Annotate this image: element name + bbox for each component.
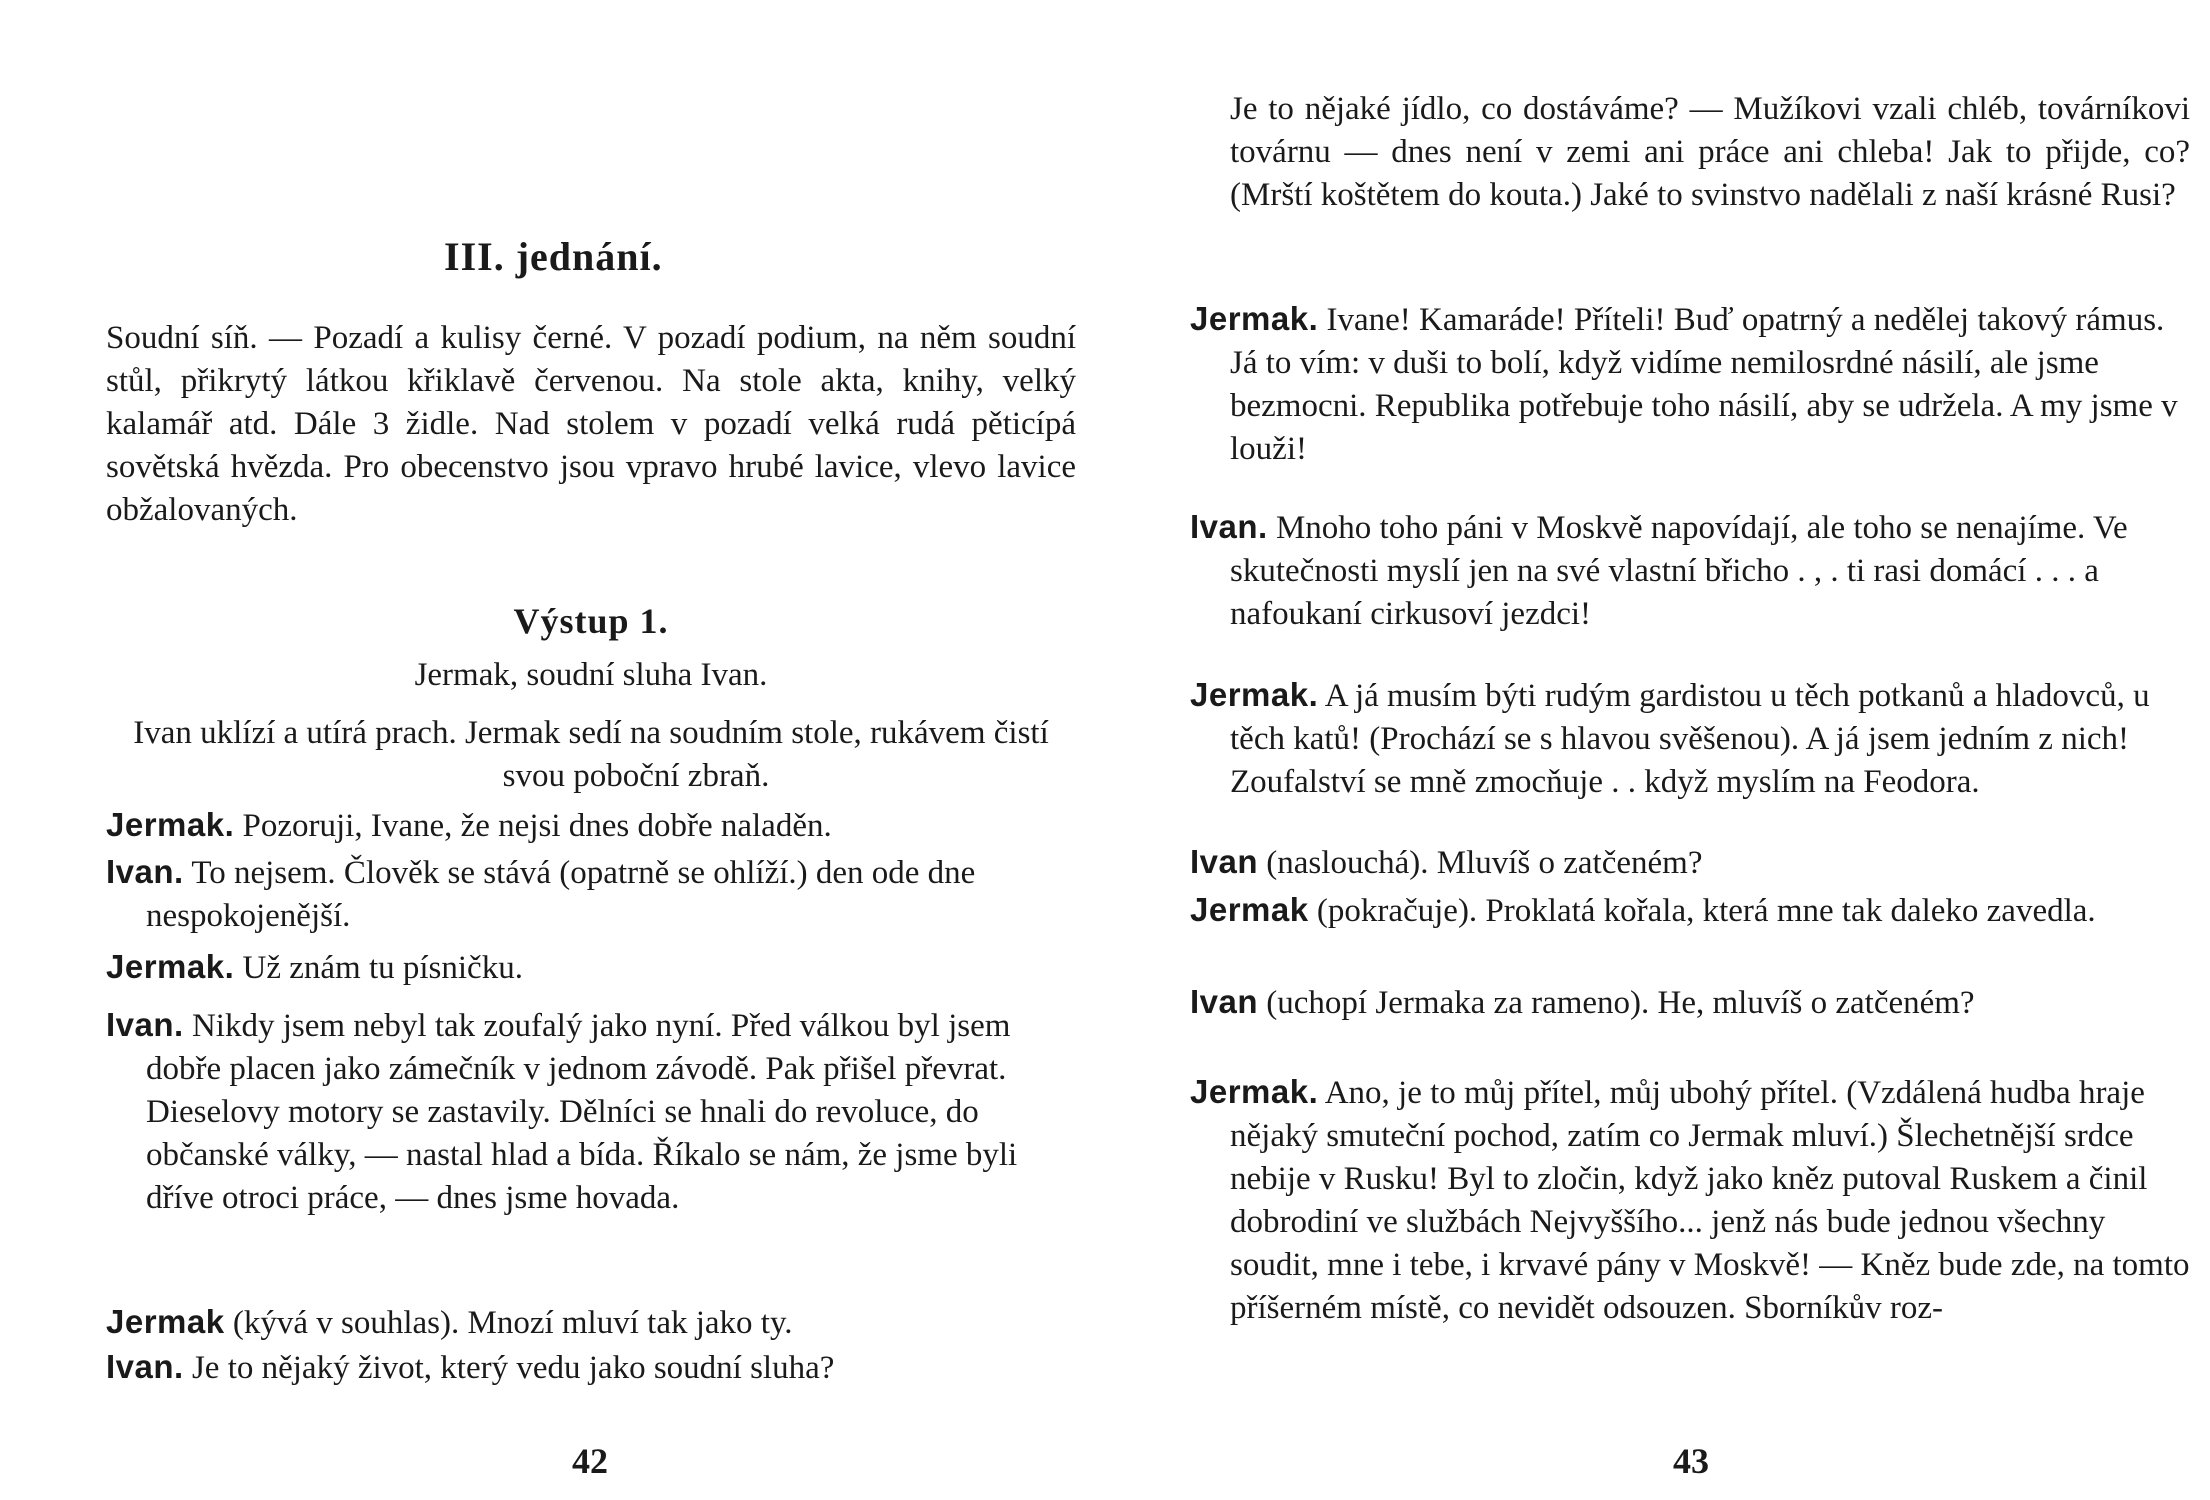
speaker-name: Jermak. — [106, 948, 235, 985]
line-text: Pozoruji, Ivane, že nejsi dnes dobře naladěn. — [234, 808, 832, 844]
speaker-name: Ivan. — [106, 853, 184, 890]
speaker-name: Ivan — [1190, 843, 1259, 880]
speaker-name: Jermak. — [1190, 676, 1319, 713]
line-text: (uchopí Jermaka za rameno). He, mluvíš o zatčeném? — [1258, 985, 1975, 1021]
dialogue-line — [1190, 888, 2190, 933]
scene-title: Výstup 1. — [513, 601, 669, 641]
scene-direction: Ivan uklízí a utírá prach. Jermak sedí na soudním stole, rukávem čistí svou poboční zbraň. — [133, 715, 1049, 794]
line-text: (kývá v souhlas). Mnozí mluví tak jako ty. — [224, 1305, 793, 1341]
act-title: III. jednání. — [444, 234, 663, 279]
dialogue-line — [106, 945, 1076, 990]
speaker-name: Ivan. — [1190, 508, 1268, 545]
dialogue-line — [1190, 980, 2190, 1025]
line-text: To nejsem. Člověk se stává (opatrně se ohlíží.) den ode dne nespokojenější. — [146, 855, 976, 934]
dialogue-line — [106, 850, 1076, 938]
speaker-name: Jermak. — [1190, 300, 1319, 337]
line-text: Už znám tu písničku. — [234, 950, 523, 986]
dialogue-line — [1190, 840, 2190, 885]
stage-direction: Soudní síň. — Pozadí a kulisy černé. V pozadí podium, na něm soudní stůl, přikrytý látkou křiklavě červenou. Na stole akta, knihy, velký kalamář atd. Dále 3 židle. Nad stolem v pozadí velká rudá pěticípá sovětská hvězda. Pro obecenstvo jsou vpravo hrubé lavice, vlevo lavice obžalovaných. — [106, 320, 1076, 528]
page-number: 43 — [1673, 1441, 1709, 1481]
line-text: Mnoho toho páni v Moskvě napovídají, ale toho se nenajíme. Ve skutečnosti myslí jen na své vlastní břicho . , . ti rasi domácí . . . a nafoukaní cirkusoví jezdci! — [1230, 510, 2128, 632]
dialogue-line — [1190, 297, 2190, 471]
dialogue-line — [106, 1345, 1076, 1390]
speaker-name: Ivan. — [106, 1348, 184, 1385]
dialogue-line — [1190, 1070, 2190, 1330]
dialogue-line — [106, 803, 1076, 848]
speaker-name: Jermak. — [106, 806, 235, 843]
scene-cast: Jermak, soudní sluha Ivan. — [414, 657, 768, 693]
line-text: (naslouchá). Mluvíš o zatčeném? — [1258, 845, 1703, 881]
speaker-name: Jermak — [106, 1303, 225, 1340]
line-text: Je to nějaký život, který vedu jako soudní sluha? — [183, 1350, 835, 1386]
dialogue-line — [106, 1300, 1076, 1345]
line-text: A já musím býti rudým gardistou u těch potkanů a hladovců, u těch katů! (Prochází se s hlavou svěšenou). A já jsem jedním z nich! Zoufalství se mně zmocňuje . . když myslím na Feodora. — [1230, 678, 2150, 800]
speaker-name: Jermak. — [1190, 1073, 1319, 1110]
line-text: (pokračuje). Proklatá kořala, která mne tak daleko zavedla. — [1308, 893, 2096, 929]
dialogue-line — [106, 1003, 1076, 1220]
continuation-text: Je to nějaké jídlo, co dostáváme? — Mužíkovi vzali chléb, továrníkovi továrnu — dnes není v zemi ani práce ani chleba! Jak to přijde, co? (Mrští koštětem do kouta.) Jaké to svinstvo nadělali z naší krásné Rusi? — [1230, 91, 2190, 213]
dialogue-line — [1190, 673, 2190, 804]
page-number: 42 — [572, 1441, 608, 1481]
line-text: Ivane! Kamaráde! Příteli! Buď opatrný a nedělej takový rámus. Já to vím: v duši to bolí, když vidíme nemilosrdné násilí, ale jsme bezmocni. Republika potřebuje toho násilí, aby se udržela. A my jsme v louži! — [1230, 302, 2178, 467]
line-text: Nikdy jsem nebyl tak zoufalý jako nyní. Před válkou byl jsem dobře placen jako zámečník v jednom závodě. Pak přišel převrat. Dieselovy motory se zastavily. Dělníci se hnali do revoluce, do občanské války, — nastal hlad a bída. Říkalo se nám, že jsme byli dříve otroci práce, — dnes jsme hovada. — [146, 1008, 1018, 1216]
right-page — [1105, 0, 2210, 1500]
dialogue-line — [1190, 505, 2190, 636]
speaker-name: Ivan. — [106, 1006, 184, 1043]
speaker-name: Jermak — [1190, 891, 1309, 928]
line-text: Ano, je to můj přítel, můj ubohý přítel. (Vzdálená hudba hraje nějaký smuteční pochod, zatím co Jermak mluví.) Šlechetnější srdce nebije v Rusku! Byl to zločin, když jako kněz putoval Ruskem a činil dobrodiní ve službách Nejvyššího... jenž nás bude jednou všechny soudit, mne i tebe, i krvavé pány v Moskvě! — Kněz bude zde, na tomto příšerném místě, co nevidět odsouzen. Sborníkův roz- — [1230, 1075, 2190, 1326]
speaker-name: Ivan — [1190, 983, 1259, 1020]
